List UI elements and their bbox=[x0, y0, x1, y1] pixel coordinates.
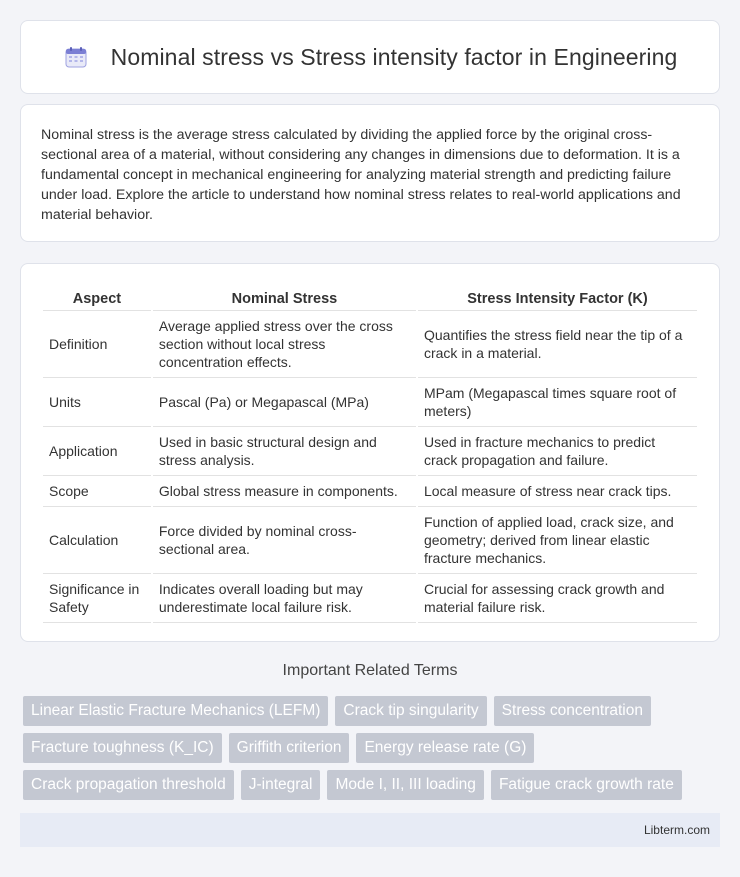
related-term-tag[interactable]: Fracture toughness (K_IC) bbox=[23, 733, 222, 763]
table-cell-aspect: Calculation bbox=[43, 507, 151, 574]
table-cell-nominal: Average applied stress over the cross section without local stress concentration effects. bbox=[153, 311, 416, 378]
related-term-tag[interactable]: Stress concentration bbox=[494, 696, 651, 726]
table-row bbox=[43, 574, 697, 623]
table-header-row bbox=[43, 284, 697, 311]
table-cell-sif: Function of applied load, crack size, and geometry; derived from linear elastic fracture mechanics. bbox=[418, 507, 697, 574]
column-header-aspect: Aspect bbox=[43, 284, 151, 311]
comparison-table-card bbox=[20, 263, 720, 642]
table-cell-aspect: Scope bbox=[43, 476, 151, 507]
page-title: Nominal stress vs Stress intensity factor in Engineering bbox=[110, 43, 678, 70]
column-header-stress-intensity-factor: Stress Intensity Factor (K) bbox=[418, 284, 697, 311]
table-cell-aspect: Significance in Safety bbox=[43, 574, 151, 623]
table-cell-sif: Local measure of stress near crack tips. bbox=[418, 476, 697, 507]
table-row bbox=[43, 507, 697, 574]
table-cell-nominal: Global stress measure in components. bbox=[153, 476, 416, 507]
table-row bbox=[43, 427, 697, 476]
related-term-tag[interactable]: Mode I, II, III loading bbox=[327, 770, 483, 800]
calendar-icon bbox=[63, 44, 89, 70]
related-term-tag[interactable]: Crack tip singularity bbox=[335, 696, 486, 726]
tag-row bbox=[23, 696, 723, 726]
table-cell-sif: Used in fracture mechanics to predict crack propagation and failure. bbox=[418, 427, 697, 476]
footer-brand-link[interactable]: Libterm.com bbox=[643, 823, 710, 837]
table-row bbox=[43, 311, 697, 378]
table-cell-sif: Quantifies the stress field near the tip of a crack in a material. bbox=[418, 311, 697, 378]
table-cell-nominal: Indicates overall loading but may underestimate local failure risk. bbox=[153, 574, 416, 623]
tag-row bbox=[23, 770, 723, 800]
table-row bbox=[43, 476, 697, 507]
related-term-tag[interactable]: Crack propagation threshold bbox=[23, 770, 234, 800]
comparison-table bbox=[41, 284, 699, 623]
header-inner bbox=[63, 44, 678, 71]
table-cell-nominal: Force divided by nominal cross-sectional area. bbox=[153, 507, 416, 574]
related-term-tag[interactable]: J-integral bbox=[241, 770, 321, 800]
header-card bbox=[20, 20, 720, 94]
table-row bbox=[43, 378, 697, 427]
related-term-tag[interactable]: Energy release rate (G) bbox=[356, 733, 534, 763]
intro-card bbox=[20, 104, 720, 242]
related-terms-title: Important Related Terms bbox=[282, 662, 458, 679]
related-terms-list bbox=[23, 696, 723, 807]
related-term-tag[interactable]: Fatigue crack growth rate bbox=[491, 770, 682, 800]
table-cell-aspect: Definition bbox=[43, 311, 151, 378]
intro-paragraph: Nominal stress is the average stress calculated by dividing the applied force by the original cross-sectional area of a material, without considering any changes in dimensions due to deformation. It is a fundamental concept in mechanical engineering for analyzing material strength and predicting failure under load. Explore the article to understand how nominal stress relates to real-world applications and material behavior. bbox=[41, 127, 681, 223]
table-cell-aspect: Units bbox=[43, 378, 151, 427]
related-term-tag[interactable]: Griffith criterion bbox=[229, 733, 350, 763]
column-header-nominal-stress: Nominal Stress bbox=[153, 284, 416, 311]
table-cell-nominal: Pascal (Pa) or Megapascal (MPa) bbox=[153, 378, 416, 427]
table-cell-sif: MPam (Megapascal times square root of meters) bbox=[418, 378, 697, 427]
related-term-tag[interactable]: Linear Elastic Fracture Mechanics (LEFM) bbox=[23, 696, 328, 726]
table-cell-aspect: Application bbox=[43, 427, 151, 476]
footer bbox=[20, 813, 720, 847]
tag-row bbox=[23, 733, 723, 763]
table-cell-nominal: Used in basic structural design and stress analysis. bbox=[153, 427, 416, 476]
table-cell-sif: Crucial for assessing crack growth and material failure risk. bbox=[418, 574, 697, 623]
